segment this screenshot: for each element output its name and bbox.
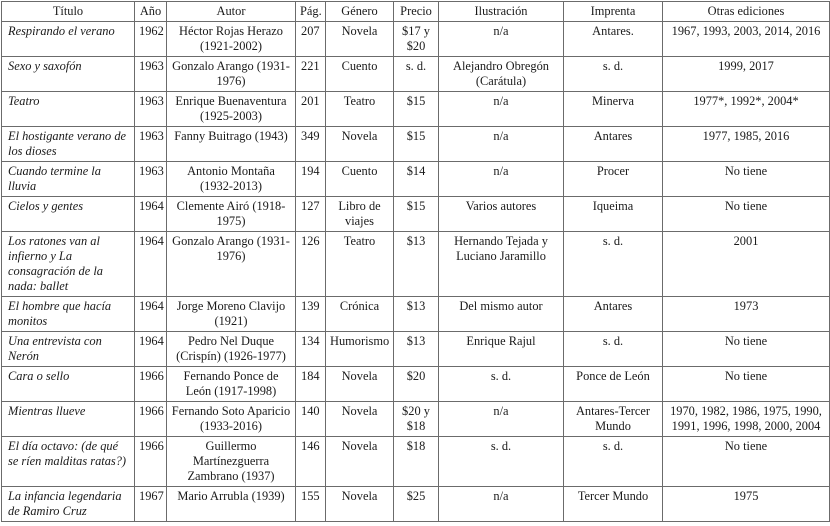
cell-autor: Jorge Moreno Clavijo (1921) (167, 297, 296, 332)
table-row (2, 162, 830, 197)
cell-precio: $13 (394, 297, 439, 332)
cell-autor: Pedro Nel Duque (Crispín) (1926-1977) (167, 332, 296, 367)
header-titulo: Título (2, 2, 135, 22)
cell-ilustracion: n/a (439, 487, 564, 522)
cell-paginas: 221 (296, 57, 326, 92)
cell-paginas: 349 (296, 127, 326, 162)
cell-ano: 1964 (135, 232, 167, 297)
cell-ilustracion: s. d. (439, 367, 564, 402)
table-row (2, 297, 830, 332)
cell-precio: $20 (394, 367, 439, 402)
cell-autor: Antonio Montaña (1932-2013) (167, 162, 296, 197)
cell-ilustracion: n/a (439, 92, 564, 127)
cell-ano: 1962 (135, 22, 167, 57)
editions-table (1, 1, 830, 522)
cell-titulo: Sexo y saxofón (2, 57, 135, 92)
cell-genero: Novela (326, 367, 394, 402)
cell-titulo: La infancia legendaria de Ramiro Cruz (2, 487, 135, 522)
table-row (2, 367, 830, 402)
cell-imprenta: Antares. (564, 22, 663, 57)
cell-otras-ediciones: 1999, 2017 (663, 57, 830, 92)
cell-autor: Fernando Ponce de León (1917-1998) (167, 367, 296, 402)
cell-titulo: Cuando termine la lluvia (2, 162, 135, 197)
cell-paginas: 146 (296, 437, 326, 487)
table-row (2, 22, 830, 57)
cell-titulo: El hombre que hacía monitos (2, 297, 135, 332)
cell-imprenta: Ponce de León (564, 367, 663, 402)
cell-autor: Héctor Rojas Herazo (1921-2002) (167, 22, 296, 57)
cell-genero: Cuento (326, 162, 394, 197)
cell-ano: 1966 (135, 402, 167, 437)
cell-precio: $15 (394, 197, 439, 232)
cell-ilustracion: n/a (439, 22, 564, 57)
table-row (2, 232, 830, 297)
cell-precio: $13 (394, 232, 439, 297)
cell-titulo: Cielos y gentes (2, 197, 135, 232)
cell-ano: 1963 (135, 127, 167, 162)
cell-precio: $13 (394, 332, 439, 367)
cell-imprenta: Antares-Tercer Mundo (564, 402, 663, 437)
cell-ilustracion: n/a (439, 127, 564, 162)
header-ilustracion: Ilustración (439, 2, 564, 22)
cell-genero: Crónica (326, 297, 394, 332)
cell-ilustracion: Varios autores (439, 197, 564, 232)
cell-genero: Novela (326, 127, 394, 162)
cell-genero: Libro de viajes (326, 197, 394, 232)
cell-autor: Guillermo Martínezguerra Zambrano (1937) (167, 437, 296, 487)
cell-otras-ediciones: 1977, 1985, 2016 (663, 127, 830, 162)
cell-ilustracion: Del mismo autor (439, 297, 564, 332)
cell-genero: Humorismo (326, 332, 394, 367)
cell-genero: Cuento (326, 57, 394, 92)
cell-genero: Teatro (326, 92, 394, 127)
cell-precio: $18 (394, 437, 439, 487)
cell-otras-ediciones: 1967, 1993, 2003, 2014, 2016 (663, 22, 830, 57)
cell-ano: 1963 (135, 162, 167, 197)
cell-imprenta: Antares (564, 127, 663, 162)
cell-paginas: 127 (296, 197, 326, 232)
header-pag: Pág. (296, 2, 326, 22)
cell-otras-ediciones: No tiene (663, 437, 830, 487)
cell-autor: Fernando Soto Aparicio (1933-2016) (167, 402, 296, 437)
cell-ano: 1964 (135, 332, 167, 367)
cell-genero: Teatro (326, 232, 394, 297)
cell-paginas: 207 (296, 22, 326, 57)
cell-imprenta: s. d. (564, 232, 663, 297)
cell-autor: Gonzalo Arango (1931-1976) (167, 57, 296, 92)
cell-precio: $15 (394, 127, 439, 162)
cell-ilustracion: n/a (439, 402, 564, 437)
cell-ano: 1966 (135, 367, 167, 402)
cell-titulo: Mientras llueve (2, 402, 135, 437)
cell-genero: Novela (326, 487, 394, 522)
table-row (2, 197, 830, 232)
cell-otras-ediciones: 1975 (663, 487, 830, 522)
cell-otras-ediciones: 1973 (663, 297, 830, 332)
header-imprenta: Imprenta (564, 2, 663, 22)
cell-ano: 1964 (135, 297, 167, 332)
cell-paginas: 126 (296, 232, 326, 297)
cell-paginas: 184 (296, 367, 326, 402)
header-precio: Precio (394, 2, 439, 22)
cell-autor: Enrique Buenaventura (1925-2003) (167, 92, 296, 127)
cell-titulo: El día octavo: (de qué se ríen malditas ratas?) (2, 437, 135, 487)
cell-autor: Fanny Buitrago (1943) (167, 127, 296, 162)
cell-ilustracion: Alejandro Obregón (Carátula) (439, 57, 564, 92)
cell-imprenta: s. d. (564, 57, 663, 92)
cell-imprenta: s. d. (564, 332, 663, 367)
cell-imprenta: Antares (564, 297, 663, 332)
cell-titulo: El hostigante verano de los dioses (2, 127, 135, 162)
cell-paginas: 139 (296, 297, 326, 332)
cell-autor: Clemente Airó (1918-1975) (167, 197, 296, 232)
cell-precio: $20 y $18 (394, 402, 439, 437)
cell-imprenta: Iqueima (564, 197, 663, 232)
table-row (2, 332, 830, 367)
cell-otras-ediciones: No tiene (663, 332, 830, 367)
cell-imprenta: Minerva (564, 92, 663, 127)
cell-paginas: 140 (296, 402, 326, 437)
table-row (2, 402, 830, 437)
cell-imprenta: Tercer Mundo (564, 487, 663, 522)
cell-ano: 1964 (135, 197, 167, 232)
cell-paginas: 194 (296, 162, 326, 197)
cell-precio: $25 (394, 487, 439, 522)
cell-paginas: 201 (296, 92, 326, 127)
cell-otras-ediciones: No tiene (663, 367, 830, 402)
cell-otras-ediciones: No tiene (663, 162, 830, 197)
cell-autor: Mario Arrubla (1939) (167, 487, 296, 522)
cell-titulo: Cara o sello (2, 367, 135, 402)
cell-precio: s. d. (394, 57, 439, 92)
header-genero: Género (326, 2, 394, 22)
cell-genero: Novela (326, 437, 394, 487)
table-row (2, 57, 830, 92)
cell-imprenta: s. d. (564, 437, 663, 487)
cell-imprenta: Procer (564, 162, 663, 197)
header-row (2, 2, 830, 22)
cell-paginas: 134 (296, 332, 326, 367)
header-ano: Año (135, 2, 167, 22)
cell-autor: Gonzalo Arango (1931-1976) (167, 232, 296, 297)
table-row (2, 92, 830, 127)
cell-titulo: Teatro (2, 92, 135, 127)
cell-titulo: Una entrevista con Nerón (2, 332, 135, 367)
cell-precio: $15 (394, 92, 439, 127)
cell-ilustracion: n/a (439, 162, 564, 197)
table-row (2, 437, 830, 487)
cell-ano: 1966 (135, 437, 167, 487)
cell-genero: Novela (326, 22, 394, 57)
cell-otras-ediciones: 2001 (663, 232, 830, 297)
cell-genero: Novela (326, 402, 394, 437)
cell-ilustracion: Enrique Rajul (439, 332, 564, 367)
header-autor: Autor (167, 2, 296, 22)
cell-otras-ediciones: 1970, 1982, 1986, 1975, 1990, 1991, 1996, 1998, 2000, 2004 (663, 402, 830, 437)
cell-ilustracion: Hernando Tejada y Luciano Jaramillo (439, 232, 564, 297)
table-row (2, 127, 830, 162)
cell-ilustracion: s. d. (439, 437, 564, 487)
cell-otras-ediciones: No tiene (663, 197, 830, 232)
table-row (2, 487, 830, 522)
cell-titulo: Los ratones van al infierno y La consagración de la nada: ballet (2, 232, 135, 297)
cell-otras-ediciones: 1977*, 1992*, 2004* (663, 92, 830, 127)
cell-ano: 1963 (135, 57, 167, 92)
cell-titulo: Respirando el verano (2, 22, 135, 57)
cell-precio: $17 y $20 (394, 22, 439, 57)
cell-precio: $14 (394, 162, 439, 197)
cell-ano: 1963 (135, 92, 167, 127)
cell-paginas: 155 (296, 487, 326, 522)
cell-ano: 1967 (135, 487, 167, 522)
header-otras-ediciones: Otras ediciones (663, 2, 830, 22)
